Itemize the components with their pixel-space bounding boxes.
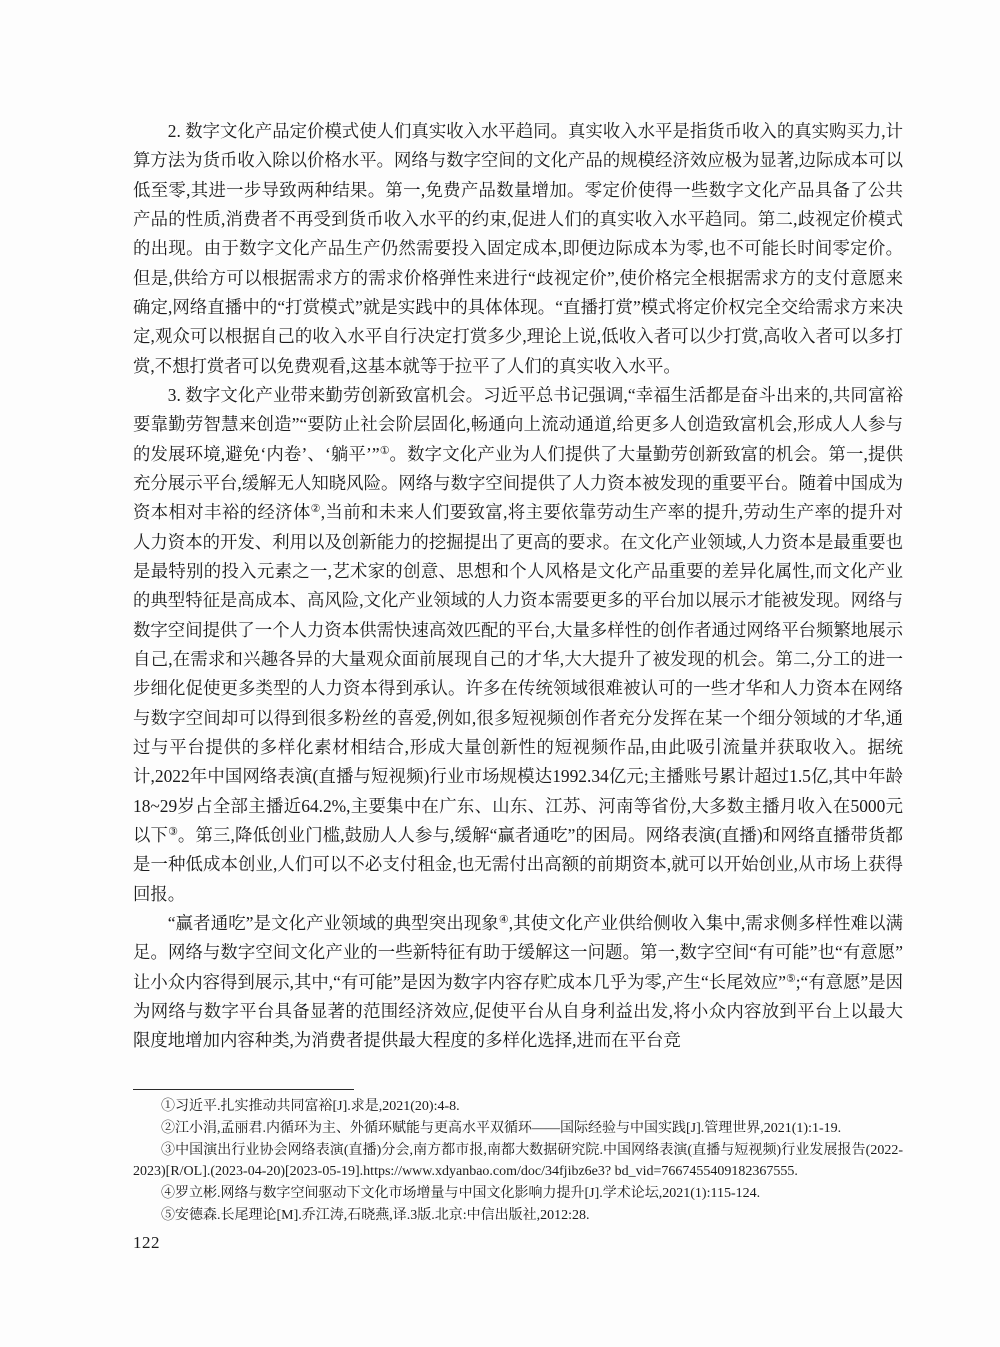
footnote-marker: ① [379, 444, 390, 457]
footnote-item: ④罗立彬.网络与数字空间驱动下文化市场增量与中国文化影响力提升[J].学术论坛,2021(1):115-124. [161, 1186, 761, 1202]
footnote-marker: ② [310, 503, 321, 516]
footnote-item: ①习近平.扎实推动共同富裕[J].求是,2021(20):4-8. [161, 1099, 460, 1114]
page-number: 122 [133, 1233, 160, 1252]
footnote-item: ②江小涓,孟丽君.内循环为主、外循环赋能与更高水平双循环——国际经验与中国实践[J].管理世界,2021(1):1-19. [161, 1120, 842, 1136]
footnote-marker: ⑤ [786, 972, 796, 985]
footnote-marker: ③ [168, 825, 178, 838]
footnote-item: ③中国演出行业协会网络表演(直播)分会,南方都市报,南都大数据研究院.中国网络表演(直播与短视频)行业发展报告(2022-2023)[R/OL].(2023-04-20)[2023-05-19].https://www.xdyanbao.com/doc/34fjibz6e3? bd_vid=7667455409182367555. [133, 1142, 903, 1180]
paragraph: 2. 数字文化产品定价模式使人们真实收入水平趋同。真实收入水平是指货币收入的真实购买力,计算方法为货币收入除以价格水平。网络与数字空间的文化产品的规模经济效应极为显著,边际成本可以低至零,其进一步导致两种结果。第一,免费产品数量增加。零定价使得一些数字文化产品具备了公共产品的性质,消费者不再受到货币收入水平的约束,促进人们的真实收入水平趋同。第二,歧视定价模式的出现。由于数字文化产品生产仍然需要投入固定成本,即便边际成本为零,也不可能长时间零定价。但是,供给方可以根据需求方的需求价格弹性来进行“歧视定价”,使价格完全根据需求方的支付意愿来确定,网络直播中的“打赏模式”就是实践中的具体体现。“直播打赏”模式将定价权完全交给需求方来决定,观众可以根据自己的收入水平自行决定打赏多少,理论上说,低收入者可以少打赏,高收入者可以多打赏,不想打赏者可以免费观看,这基本就等于拉平了人们的真实收入水平。 [133, 121, 903, 376]
footnote-item: ⑤安德森.长尾理论[M].乔江涛,石晓燕,译.3版.北京:中信出版社,2012:28. [161, 1207, 590, 1223]
article-body [133, 117, 903, 1056]
paragraph: 3. 数字文化产业带来勤劳创新致富机会。习近平总书记强调,“幸福生活都是奋斗出来的,共同富裕要靠勤劳智慧来创造”“要防止社会阶层固化,畅通向上流动通道,给更多人创造致富机会,形成人人参与的发展环境,避免‘内卷’、‘躺平’”①。数字文化产业为人们提供了大量勤劳创新致富的机会。第一,提供充分展示平台,缓解无人知晓风险。网络与数字空间提供了人力资本被发现的重要平台。随着中国成为资本相对丰裕的经济体②,当前和未来人们要致富,将主要依靠劳动生产率的提升,劳动生产率的提升对人力资本的开发、利用以及创新能力的挖掘提出了更高的要求。在文化产业领域,人力资本是最重要也是最特别的投入元素之一,艺术家的创意、思想和个人风格是文化产品重要的差异化属性,而文化产业的典型特征是高成本、高风险,文化产业领域的人力资本需要更多的平台加以展示才能被发现。网络与数字空间提供了一个人力资本供需快速高效匹配的平台,大量多样性的创作者通过网络平台频繁地展示自己,在需求和兴趣各异的大量观众面前展现自己的才华,大大提升了被发现的机会。第二,分工的进一步细化促使更多类型的人力资本得到承认。许多在传统领域很难被认可的一些才华和人力资本在网络与数字空间却可以得到很多粉丝的喜爱,例如,很多短视频创作者充分发挥在某一个细分领域的才华,通过与平台提供的多样化素材相结合,形成大量创新性的短视频作品,由此吸引流量并获取收入。据统计,2022年中国网络表演(直播与短视频)行业市场规模达1992.34亿元;主播账号累计超过1.5亿,其中年龄18~29岁占全部主播近64.2%,主要集中在广东、山东、江苏、河南等省份,大多数主播月收入在5000元以下③。第三,降低创业门槛,鼓励人人参与,缓解“赢者通吃”的困局。网络表演(直播)和网络直播带货都是一种低成本创业,人们可以不必支付租金,也无需付出高额的前期资本,就可以开始创业,从市场上获得回报。 [133, 384, 903, 904]
footnotes-list [133, 1096, 903, 1227]
footnote-separator [133, 1089, 354, 1090]
footnote-marker: ④ [498, 913, 509, 926]
paragraph: “赢者通吃”是文化产业领域的典型突出现象④,其使文化产业供给侧收入集中,需求侧多样性难以满足。网络与数字空间文化产业的一些新特征有助于缓解这一问题。第一,数字空间“有可能”也“有意愿”让小众内容得到展示,其中,“有可能”是因为数字内容存贮成本几乎为零,产生“长尾效应”⑤;“有意愿”是因为网络与数字平台具备显著的范围经济效应,促使平台从自身利益出发,将小众内容放到平台上以最大限度地增加内容种类,为消费者提供最大程度的多样化选择,进而在平台竞 [133, 912, 903, 1051]
